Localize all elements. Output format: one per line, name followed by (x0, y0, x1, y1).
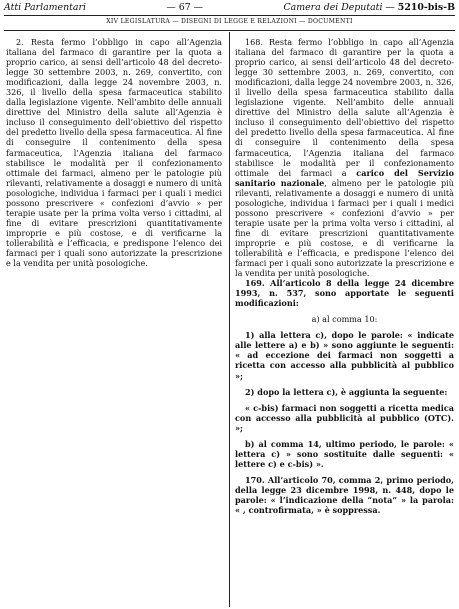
item-1: 1) alla lettera c), dopo le parole: « indicate alle lettere a) e b) » sono aggiunte le seguenti: « ad eccezione dei farmaci non soggetti a ricetta con accesso alla pubblicità al pubblico »; (235, 330, 454, 381)
paragraph-170: 170. All’articolo 70, comma 2, primo periodo, della legge 23 dicembre 1998, n. 448, dopo le parole: « l’indicazione della “nota” » la parola: « , controfirmata, » è soppressa. (235, 474, 454, 516)
paragraph-168: 168. Resta fermo l’obbligo in capo all’Agenzia italiana del farmaco di garantire per la quota a proprio carico, ai sensi dell’articolo 48 del decreto-legge 30 settembre 2003, n. 269, convertito, con modificazioni, dalla legge 24 novembre 2003, n. 326, il livello della spesa farmaceutica stabilito dalla legislazione vigente. Nell’ambito delle annuali direttive del Ministro della salute all’Agenzia è incluso il conseguimento dell’obiettivo del rispetto del predetto livello della spesa farmaceutica. Al fine di conseguire il contenimento della spesa farmaceutica, l’Agenzia italiana del farmaco stabilisce le modalità per il confezionamento ottimale dei farmaci a carico del Servizio sanitario nazionale, almeno per le patologie più rilevanti, relativamente a dosaggi e numero di unità posologiche, individua i farmaci per i quali i medici possono prescrivere « confezioni d’avvio » per terapie usate per la prima volta verso i cittadini, al fine di evitare prescrizioni quantitativamente improprie e più costose, e di verificarne la tollerabilità e l’efficacia, e predispone l’elenco dei farmaci per i quali sono autorizzate la prescrizione e la vendita per unità posologiche. (235, 37, 454, 279)
header-rule (4, 15, 455, 16)
item-b: b) al comma 14, ultimo periodo, le parole: « lettera c) » sono sostituite dalle seguenti: « lettere c) e c-bis) ». (235, 438, 454, 469)
header-page-number: — 67 — (166, 2, 204, 13)
header-left: Atti Parlamentari (4, 2, 86, 13)
header-subtitle: XIV LEGISLATURA — DISEGNI DI LEGGE E RELAZIONI — DOCUMENTI (106, 18, 353, 25)
item-c-bis: « c-bis) farmaci non soggetti a ricetta medica con accesso alla pubblicità al pubblico (OTC). »; (235, 402, 454, 433)
item-2: 2) dopo la lettera c), è aggiunta la seguente: (245, 386, 448, 397)
left-paragraph: 2. Resta fermo l’obbligo in capo all’Agenzia italiana del farmaco di garantire per la quota a proprio carico, ai sensi dell’articolo 48 del decreto-legge 30 settembre 2003, n. 269, convertito, con modificazioni, dalla legge 24 novembre 2003, n. 326, il livello della spesa farmaceutica stabilito dalla legislazione vigente. Nell’ambito delle annuali direttive del Ministro della salute all’Agenzia è incluso il conseguimento dell’obiettivo del rispetto del predetto livello della spesa farmaceutica. Al fine di conseguire il contenimento della spesa farmaceutica, l’Agenzia italiana del farmaco stabilisce le modalità per il confezionamento ottimale dei farmaci, almeno per le patologie più rilevanti, relativamente a dosaggi e numero di unità posologiche, individua i farmaci per i quali i medici possono prescrivere « confezioni d’avvio » per terapie usate per la prima volta verso i cittadini, al fine di evitare prescrizioni quantitativamente improprie e più costose, e di verificarne la tollerabilità e l’efficacia, e predispone l’elenco dei farmaci per i quali sono autorizzate la prescrizione e la vendita per unità posologiche. (6, 37, 222, 269)
page-header (4, 2, 455, 15)
right-column (235, 37, 454, 515)
subtitle-rule (4, 30, 455, 31)
paragraph-169: 169. All’articolo 8 della legge 24 dicembre 1993, n. 537, sono apportate le seguenti modificazioni: (235, 278, 454, 309)
header-chamber: Camera dei Deputati (283, 2, 383, 13)
paragraph-168-bold: carico del Servizio sanitario nazionale (235, 167, 454, 188)
header-doc-code: 5210-bis-B (397, 2, 455, 13)
item-a: a) al comma 10: (311, 314, 378, 325)
column-divider (229, 32, 230, 607)
header-right: Camera dei Deputati — 5210-bis-B (283, 2, 455, 13)
left-column (6, 37, 222, 268)
